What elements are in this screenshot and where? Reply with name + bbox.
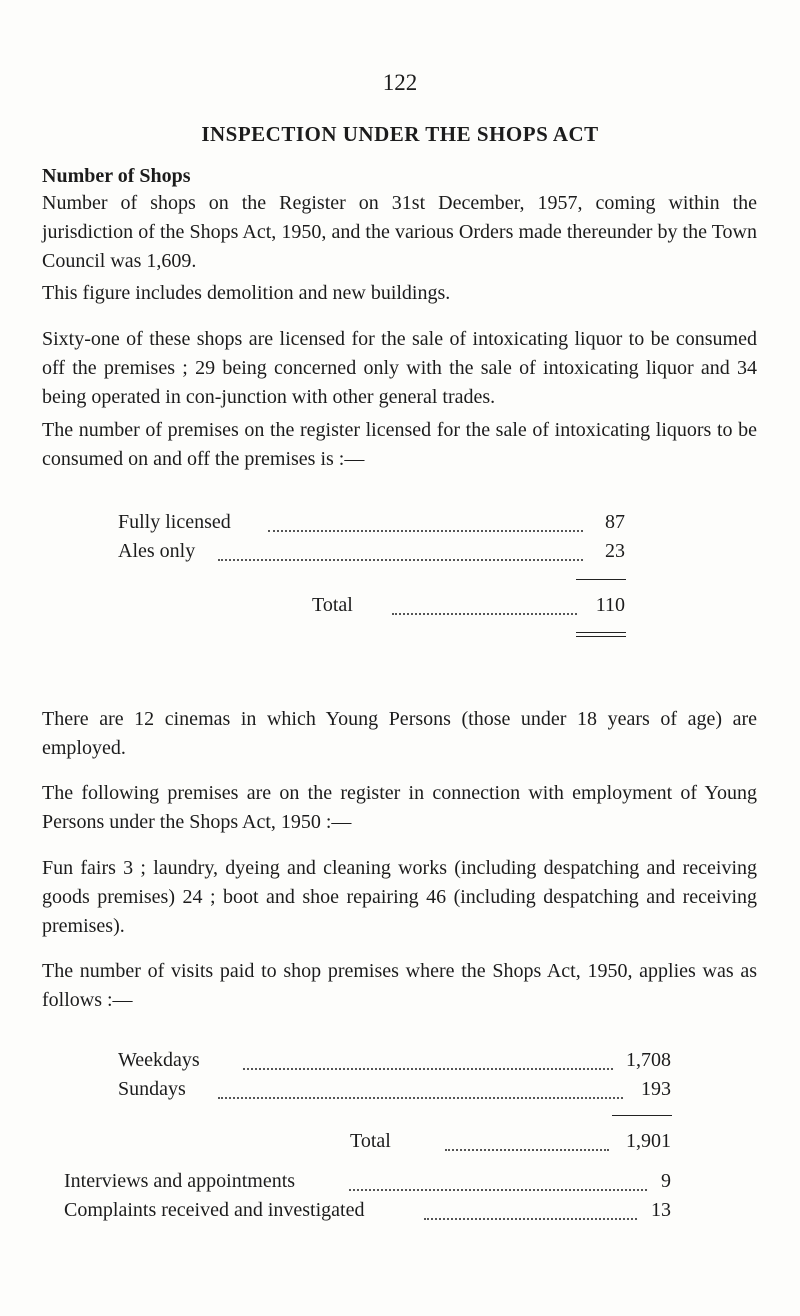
row-value: 13: [651, 1199, 671, 1221]
row-label: Sundays: [118, 1075, 190, 1104]
table-row: [118, 537, 625, 566]
total-value: 110: [595, 594, 625, 616]
subtotal-rule: [576, 579, 626, 580]
row-value: 87: [605, 511, 625, 533]
paragraph-visits: The number of visits paid to shop premises where the Shops Act, 1950, applies was as follows :—: [42, 960, 757, 1011]
row-value: 193: [641, 1078, 671, 1100]
row-value: 23: [605, 540, 625, 562]
row-value: 1,708: [626, 1049, 671, 1071]
row-value: 9: [661, 1170, 671, 1192]
page-title: INSPECTION UNDER THE SHOPS ACT: [201, 122, 599, 146]
paragraph-premises-types: Fun fairs 3 ; laundry, dyeing and cleaning works (including despatching and receiving goods premises) 24 ; boot and shoe repairing 46 (including despatching and receiving premises).: [42, 857, 757, 937]
visits-table: [118, 1046, 671, 1104]
total-row: [312, 591, 625, 620]
paragraph-licensed-shops: Sixty-one of these shops are licensed for the sale of intoxicating liquor to be consumed off the premises ; 29 being concerned only with the sale of intoxicating liquor and 34 being operated in con-junction with other general trades.: [42, 328, 757, 408]
table-row: [64, 1167, 671, 1196]
section-heading: Number of Shops: [42, 165, 191, 187]
total-label: Total: [350, 1127, 395, 1156]
total-value: 1,901: [626, 1130, 671, 1152]
subtotal-rule: [612, 1115, 672, 1116]
paragraph-register-count: Number of shops on the Register on 31st December, 1957, coming within the jurisdiction of the Shops Act, 1950, and the various Orders made thereunder by the Town Council was 1,609.: [42, 192, 757, 272]
row-label: Ales only: [118, 537, 199, 566]
table-row: [118, 1075, 671, 1104]
total-row: [350, 1127, 671, 1156]
row-label: Complaints received and investigated: [64, 1196, 368, 1225]
table-row: [118, 1046, 671, 1075]
total-double-rule: [576, 632, 626, 637]
table-row: [64, 1196, 671, 1225]
total-label: Total: [312, 591, 357, 620]
paragraph-young-persons: The following premises are on the register in connection with employment of Young Persons under the Shops Act, 1950 :—: [42, 782, 757, 833]
row-label: Interviews and appointments: [64, 1167, 299, 1196]
other-table: [64, 1167, 671, 1225]
visits-total: [350, 1127, 671, 1156]
page-number: 122: [382, 70, 418, 95]
table-row: [118, 508, 625, 537]
paragraph-cinemas: There are 12 cinemas in which Young Persons (those under 18 years of age) are employed.: [42, 708, 757, 759]
paragraph-on-off-premises: The number of premises on the register licensed for the sale of intoxicating liquors to be consumed on and off the premises is :—: [42, 419, 757, 470]
licensed-total: [312, 591, 625, 620]
row-label: Fully licensed: [118, 508, 235, 537]
row-label: Weekdays: [118, 1046, 204, 1075]
licensed-table: [118, 508, 625, 566]
paragraph-demolition: This figure includes demolition and new buildings.: [42, 282, 451, 304]
